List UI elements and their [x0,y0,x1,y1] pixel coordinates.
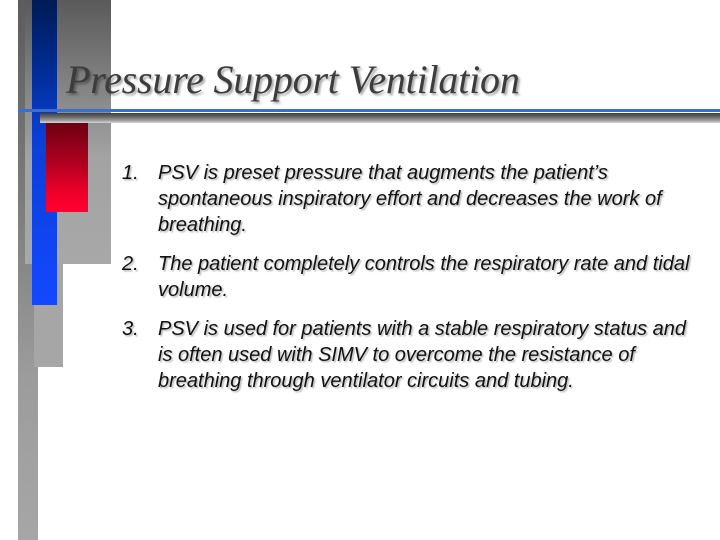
decorative-red-block [46,122,88,212]
slide-title: Pressure Support Ventilation [66,57,520,102]
title-underline-blue [18,109,720,112]
list-item-number: 1. [122,162,139,184]
list-item [120,251,700,303]
list-item-number: 2. [122,253,139,275]
list-item-text: The patient completely controls the respiratory rate and tidal volume. [158,253,690,301]
bullet-list [120,160,700,407]
list-item [120,160,700,238]
list-item-text: PSV is preset pressure that augments the patient’s spontaneous inspiratory effort and decreases the work of breathing. [158,162,662,236]
list-item-number: 3. [122,318,139,340]
list-item [120,316,700,394]
list-item-text: PSV is used for patients with a stable respiratory status and is often used with SIMV to overcome the resistance of breathing through ventilator circuits and tubing. [158,318,687,392]
title-underline-gray-bar [40,113,720,123]
